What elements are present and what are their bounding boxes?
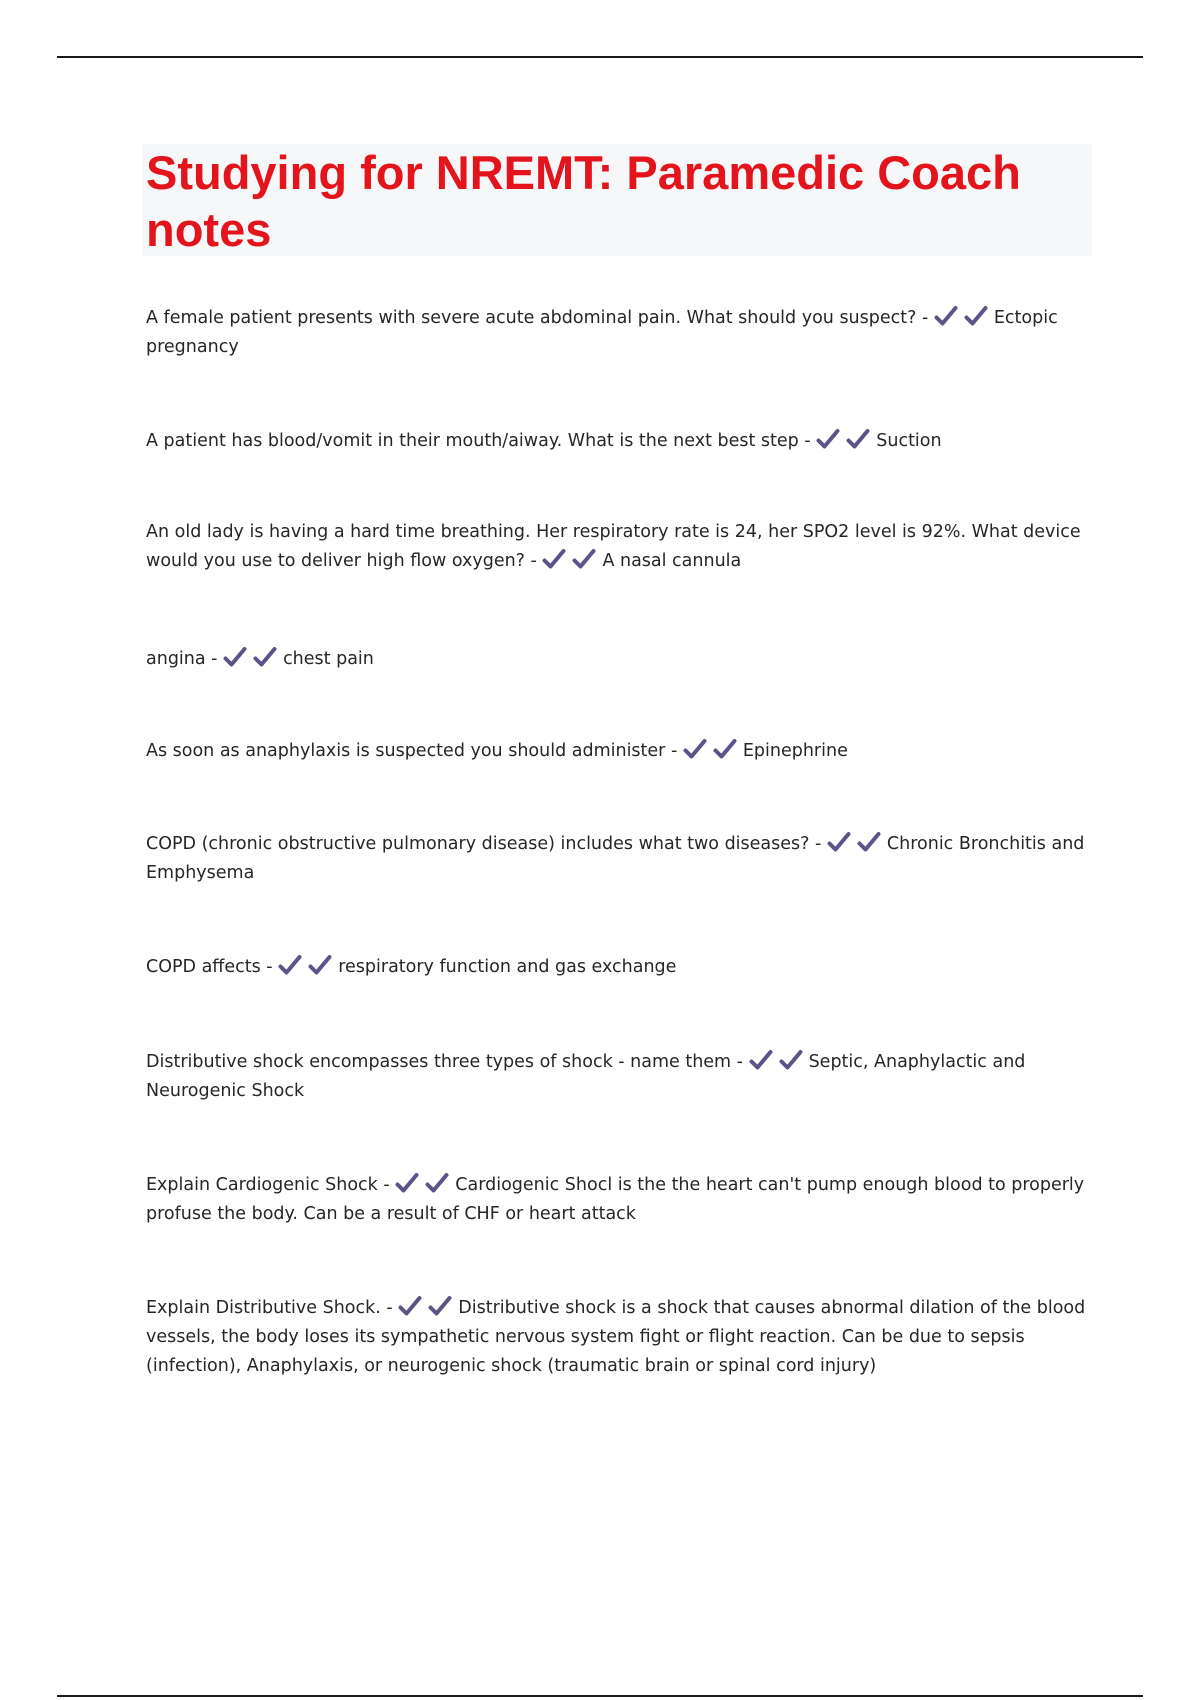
answer-text: respiratory function and gas exchange	[338, 957, 677, 977]
checkmark-icon	[934, 305, 958, 327]
answer-text: chest pain	[283, 649, 374, 669]
checkmark-icon	[964, 305, 988, 327]
checkmark-icon	[857, 831, 881, 853]
answer-text: Chronic Bronchitis and Emphysema	[146, 834, 1085, 883]
checkmark-icon	[308, 954, 332, 976]
checkmark-icon	[428, 1295, 452, 1317]
qa-item	[146, 830, 1096, 888]
checkmark-icon	[816, 428, 840, 450]
question-text: An old lady is having a hard time breathing. Her respiratory rate is 24, her SPO2 level is 92%. What device would you use to deliver high flow oxygen? -	[146, 522, 1081, 571]
answer-text: Epinephrine	[742, 741, 848, 761]
checkmark-icon	[846, 428, 870, 450]
qa-item	[146, 1171, 1096, 1229]
checkmark-icon	[572, 548, 596, 570]
checkmark-icon	[425, 1172, 449, 1194]
answer-text: Distributive shock is a shock that causes abnormal dilation of the blood vessels, the body loses its sympathetic nervous system fight or flight reaction. Can be due to sepsis (infection), Anaphylaxis, or neurogenic shock (traumatic brain or spinal cord injury)	[146, 1298, 1086, 1376]
checkmark-icon	[749, 1049, 773, 1071]
checkmark-icon	[779, 1049, 803, 1071]
checkmark-icon	[713, 738, 737, 760]
answer-text: Ectopic pregnancy	[146, 308, 1058, 357]
answer-text: A nasal cannula	[602, 551, 742, 571]
answer-text: Septic, Anaphylactic and Neurogenic Shock	[146, 1052, 1026, 1101]
checkmark-icon	[542, 548, 566, 570]
top-rule	[57, 56, 1143, 58]
answer-text: Cardiogenic Shocl is the the heart can't pump enough blood to properly profuse the body. Can be a result of CHF or heart attack	[146, 1175, 1085, 1224]
question-text: angina -	[146, 649, 218, 669]
question-text: COPD affects -	[146, 957, 273, 977]
bottom-rule	[57, 1695, 1143, 1697]
answer-text: Suction	[876, 431, 942, 451]
question-text: As soon as anaphylaxis is suspected you should administer -	[146, 741, 678, 761]
qa-item	[146, 518, 1096, 576]
checkmark-icon	[683, 738, 707, 760]
checkmark-icon	[395, 1172, 419, 1194]
question-text: Explain Cardiogenic Shock -	[146, 1175, 390, 1195]
question-text: A female patient presents with severe acute abdominal pain. What should you suspect? -	[146, 308, 929, 328]
checkmark-icon	[223, 646, 247, 668]
checkmark-icon	[253, 646, 277, 668]
question-text: A patient has blood/vomit in their mouth/aiway. What is the next best step -	[146, 431, 811, 451]
question-text: Distributive shock encompasses three types of shock - name them -	[146, 1052, 743, 1072]
qa-item	[146, 1048, 1096, 1106]
checkmark-icon	[398, 1295, 422, 1317]
qa-item	[146, 427, 1096, 456]
question-text: Explain Distributive Shock. -	[146, 1298, 393, 1318]
qa-item	[146, 737, 1096, 766]
page-title: Studying for NREMT: Paramedic Coach notes	[146, 146, 1021, 256]
title-block	[142, 144, 1092, 256]
checkmark-icon	[827, 831, 851, 853]
qa-item	[146, 1294, 1096, 1381]
checkmark-icon	[278, 954, 302, 976]
question-text: COPD (chronic obstructive pulmonary disease) includes what two diseases? -	[146, 834, 822, 854]
qa-item	[146, 645, 1096, 674]
qa-item	[146, 304, 1096, 362]
qa-item	[146, 953, 1096, 982]
